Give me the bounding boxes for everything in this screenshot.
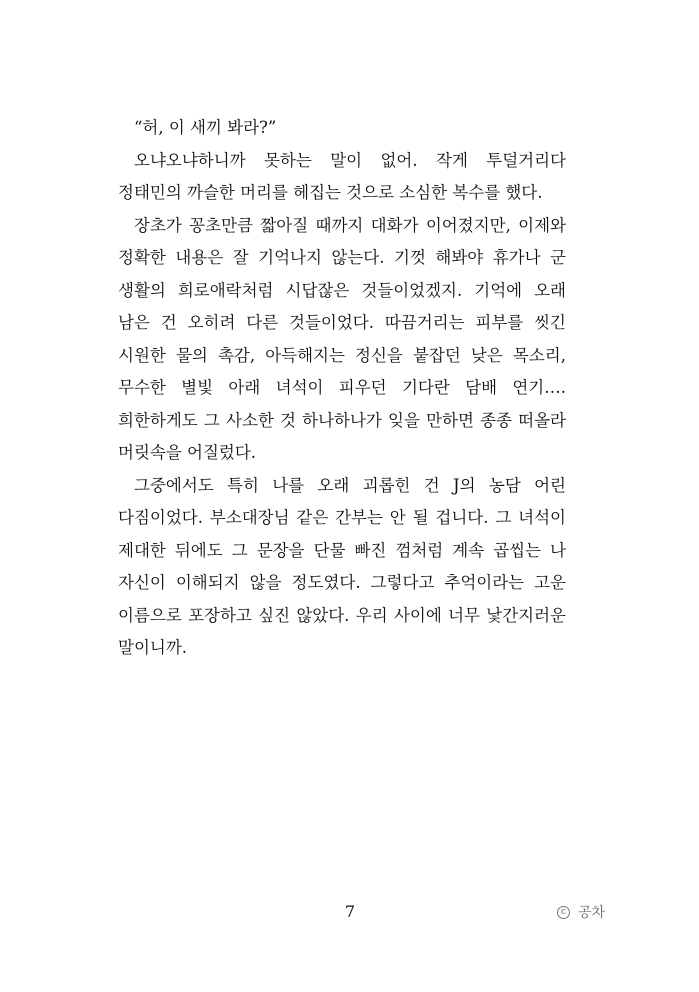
paragraph: 오냐오냐하니까 못하는 말이 없어. 작게 투덜거리다 정태민의 까슬한 머리를 헤집는 것으로 소심한 복수를 했다.	[118, 150, 566, 202]
copyright-author: 공차	[578, 905, 606, 921]
page-body-text	[118, 112, 566, 665]
page-number: 7	[344, 902, 356, 921]
copyright-icon: c	[557, 906, 570, 919]
paragraph: 그중에서도 특히 나를 오래 괴롭힌 건 J의 농담 어린 다짐이었다. 부소대장님 같은 간부는 안 될 겁니다. 그 녀석이 제대한 뒤에도 그 문장을 단물 빠진 껌처럼 계속 곱씹는 나 자신이 이해되지 않을 정도였다. 그렇다고 추억이라는 고운 이름으로 포장하고 싶진 않았다. 우리 사이에 너무 낯간지러운 말이니까.	[118, 475, 566, 657]
paragraph-dialogue: “허, 이 새끼 봐라?”	[134, 118, 277, 137]
copyright-notice	[557, 902, 605, 922]
paragraph: 장초가 꽁초만큼 짧아질 때까지 대화가 이어졌지만, 이제와 정확한 내용은 잘 기억나지 않는다. 기껏 해봐야 휴가나 군 생활의 희로애락처럼 시답잖은 것들이었겠지. 기억에 오래 남은 건 오히려 다른 것들이었다. 따끔거리는 피부를 씻긴 시원한 물의 촉감, 아득해지는 정신을 붙잡던 낮은 목소리, 무수한 별빛 아래 녀석이 피우던 기다란 담배 연기…. 희한하게도 그 사소한 것 하나하나가 잊을 만하면 종종 떠올라 머릿속을 어질렀다.	[118, 215, 566, 462]
